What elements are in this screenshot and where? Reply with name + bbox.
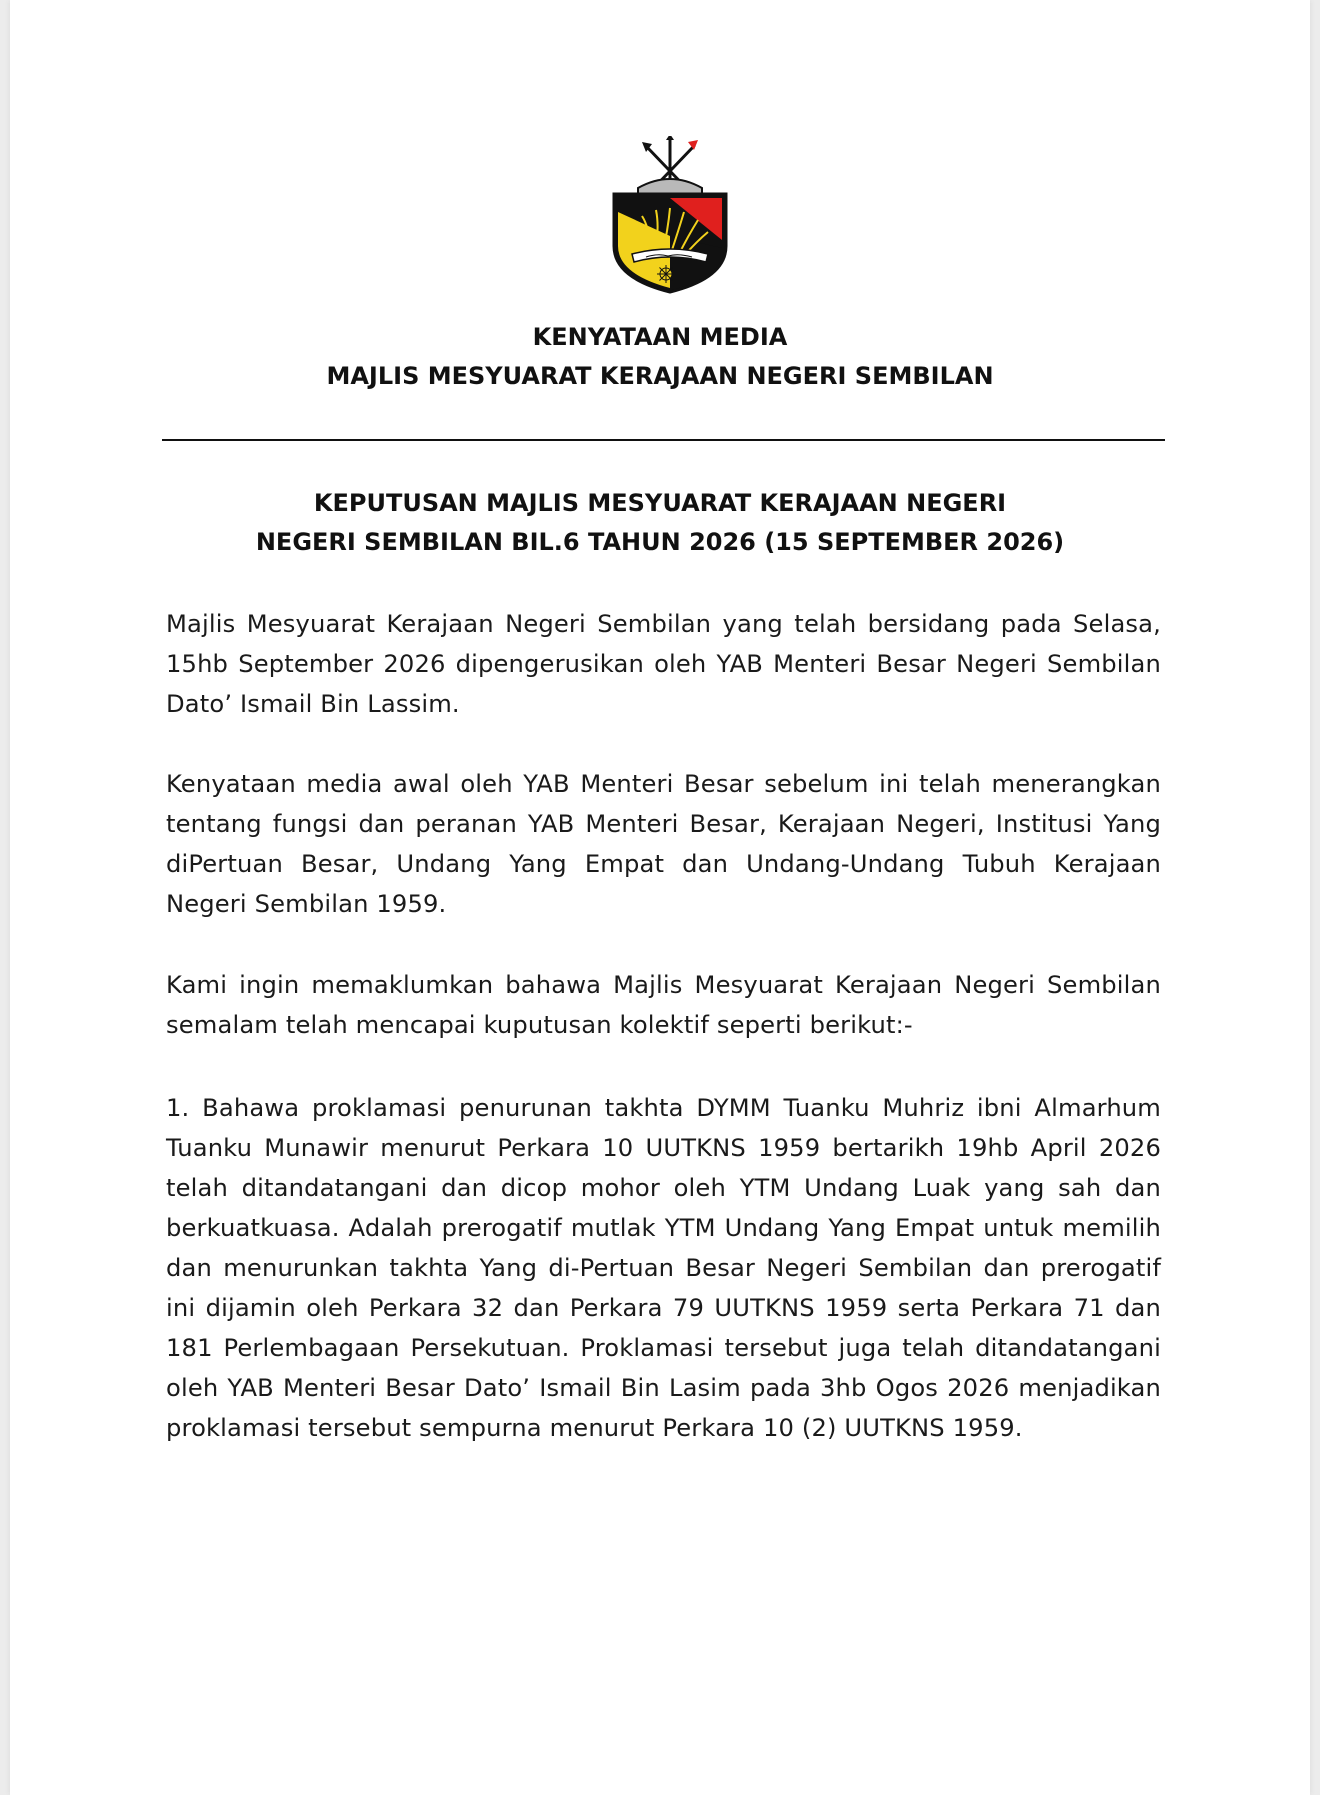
header-council-name: MAJLIS MESYUARAT KERAJAAN NEGERI SEMBILAN [326,362,994,390]
header-divider [162,439,1165,441]
header-title: KENYATAAN MEDIA [532,323,788,351]
body-paragraph-3: Kami ingin memaklumkan bahawa Majlis Mesyuarat Kerajaan Negeri Sembilan semalam telah mencapai kuputusan kolektif seperti berikut:- [166,971,1161,1039]
negeri-sembilan-crest-icon [608,136,732,294]
document-page [10,0,1310,1795]
body-paragraph-2: Kenyataan media awal oleh YAB Menteri Besar sebelum ini telah menerangkan tentang fungsi dan peranan YAB Menteri Besar, Kerajaan Negeri, Institusi Yang diPertuan Besar, Undang Yang Empat dan Undang-Undang Tubuh Kerajaan Negeri Sembilan 1959. [166,770,1161,918]
body-paragraph-1: Majlis Mesyuarat Kerajaan Negeri Sembilan yang telah bersidang pada Selasa, 15hb September 2026 dipengerusikan oleh YAB Menteri Besar Negeri Sembilan Dato’ Ismail Bin Lassim. [166,610,1161,718]
subject-line-1: KEPUTUSAN MAJLIS MESYUARAT KERAJAAN NEGERI [313,489,1007,517]
decision-subject [10,484,1310,562]
media-statement-header [10,318,1310,396]
decision-item-1: 1. Bahawa proklamasi penurunan takhta DYMM Tuanku Muhriz ibni Almarhum Tuanku Munawir menurut Perkara 10 UUTKNS 1959 bertarikh 19hb April 2026 telah ditandatangani dan dicop mohor oleh YTM Undang Luak yang sah dan berkuatkuasa. Adalah prerogatif mutlak YTM Undang Yang Empat untuk memilih dan menurunkan takhta Yang di-Pertuan Besar Negeri Sembilan dan prerogatif ini dijamin oleh Perkara 32 dan Perkara 79 UUTKNS 1959 serta Perkara 71 dan 181 Perlembagaan Persekutuan. Proklamasi tersebut juga telah ditandatangani oleh YAB Menteri Besar Dato’ Ismail Bin Lasim pada 3hb Ogos 2026 menjadikan proklamasi tersebut sempurna menurut Perkara 10 (2) UUTKNS 1959. [166,1094,1161,1442]
subject-line-2: NEGERI SEMBILAN BIL.6 TAHUN 2026 (15 SEPTEMBER 2026) [255,528,1065,556]
